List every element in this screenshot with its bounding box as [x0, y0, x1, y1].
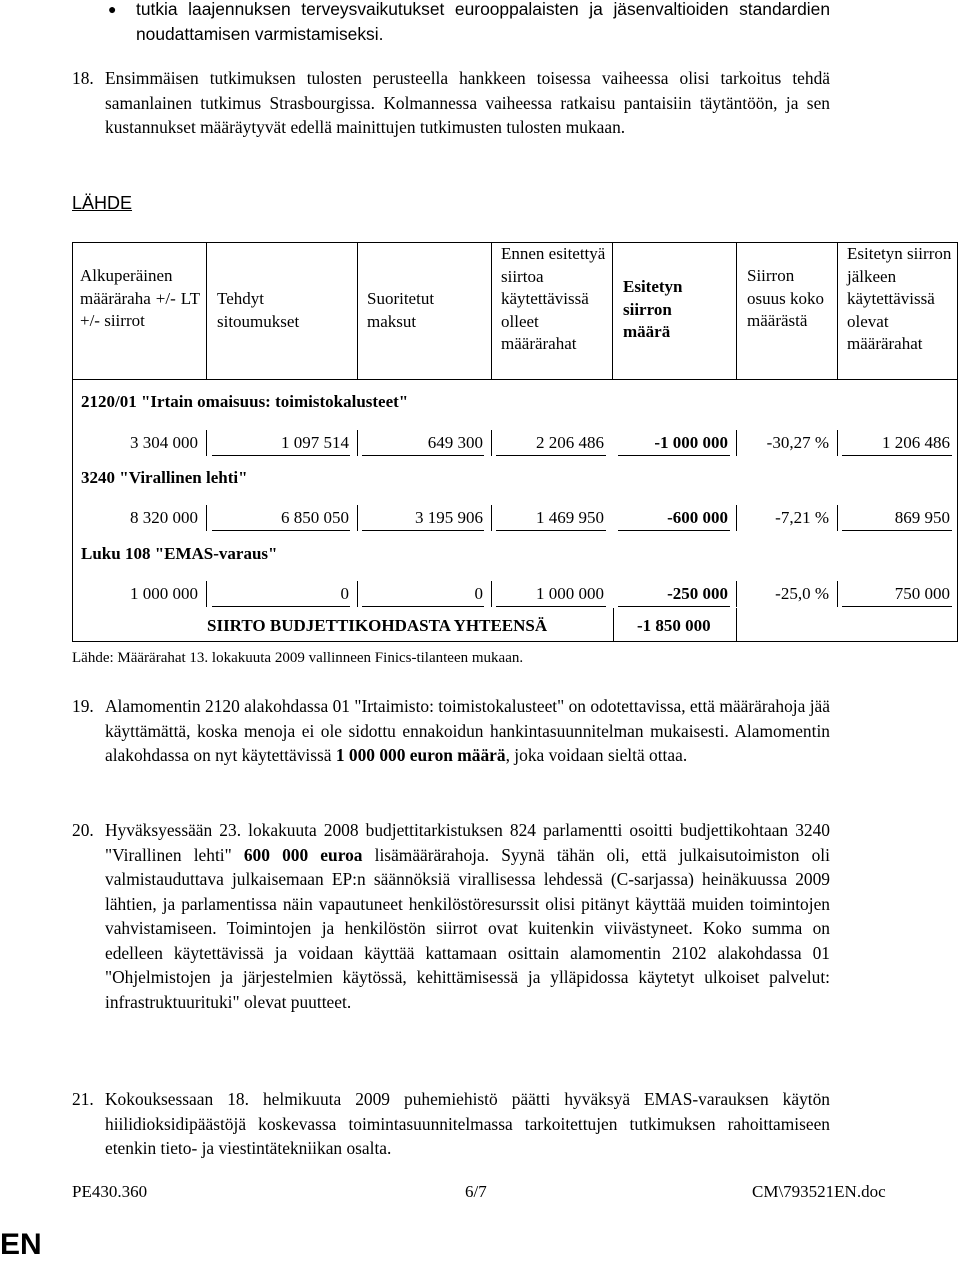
cell-s2-transfer: -600 000 — [667, 508, 728, 527]
section-title-2120: 2120/01 "Irtain omaisuus: toimistokalusteet" — [81, 392, 409, 411]
cell-s2-available-before: 1 469 950 — [536, 508, 604, 527]
cell-s1-available-after: 1 206 486 — [882, 433, 950, 452]
cell-s2-payments: 3 195 906 — [415, 508, 483, 527]
cell-s2-share: -7,21 % — [775, 508, 829, 527]
header-payments: Suoritetut maksut — [367, 289, 435, 331]
language-code: EN — [0, 1228, 42, 1261]
cell-s2-commitments: 6 850 050 — [281, 508, 349, 527]
transfer-table — [72, 242, 958, 642]
section-title-3240: 3240 "Virallinen lehti" — [81, 468, 248, 487]
table-source-note: Lähde: Määrärahat 13. lokakuuta 2009 vallinneen Finics-tilanteen mukaan. — [72, 650, 524, 666]
cell-s1-transfer: -1 000 000 — [654, 433, 728, 452]
paragraph-21-text: Kokouksessaan 18. helmikuuta 2009 puhemiehistö päätti hyväksyä EMAS-varauksen käytön hiilidioksidipäästöjä koskevassa toimintasuunnitelmassa tarkoitettujen tutkimuksen rahoittamiseen etenkin tieto- ja viestintätekniikan osalta. — [105, 1089, 830, 1158]
footer-filename: CM\793521EN.doc — [752, 1182, 886, 1201]
footer-doc-ref: PE430.360 — [72, 1182, 148, 1201]
paragraph-21-number: 21. — [72, 1089, 94, 1109]
cell-s3-original: 1 000 000 — [130, 584, 198, 603]
cell-s3-share: -25,0 % — [775, 584, 829, 603]
paragraph-19-bold: 1 000 000 euron määrä — [335, 745, 506, 765]
paragraph-19-text-b: , joka voidaan sieltä ottaa. — [505, 745, 688, 765]
paragraph-20-bold: 600 000 euroa — [243, 844, 363, 865]
cell-s1-share: -30,27 % — [766, 433, 829, 452]
header-transfer-amount: Esitetyn siirron määrä — [623, 277, 683, 341]
total-value: -1 850 000 — [637, 616, 711, 635]
header-original-appropriation: Alkuperäinen määräraha +/- LT +/- siirrot — [80, 266, 200, 330]
paragraph-19-text-a: Alamomentin 2120 alakohdassa 01 "Irtaimisto: toimistokalusteet" on odotettavissa, että määrärahoja jää käyttämättä, koska menoja ei ole sidottu ennakoidun hankintasuunnitelman mukaisesti. Alamomentin alakohdassa on nyt käytettävissä — [105, 696, 830, 765]
paragraph-19-text — [105, 694, 830, 768]
footer-page-number: 6/7 — [465, 1182, 487, 1201]
header-commitments: Tehdyt sitoumukset — [217, 289, 300, 331]
section-heading: LÄHDE — [72, 193, 133, 213]
section-title-emas: Luku 108 "EMAS-varaus" — [81, 544, 278, 563]
cell-s1-commitments: 1 097 514 — [281, 433, 349, 452]
paragraph-19-number: 19. — [72, 696, 94, 716]
header-available-before: Ennen esitettyä siirtoa käytettävissä olleet määrärahat — [501, 244, 606, 353]
paragraph-18-text-b: Kolmannessa vaiheessa ratkaisu pantaisiin täytäntöön, ja sen kustannukset määräytyvät edellä mainittujen tutkimusten tulosten mukaan. — [105, 92, 830, 137]
bullet-item-text: tutkia laajennuksen terveysvaikutukset eurooppalaisten ja jäsenvaltioiden standardien noudattamisen varmistamiseksi. — [136, 0, 830, 44]
cell-s3-payments: 0 — [474, 584, 483, 603]
cell-s3-transfer: -250 000 — [667, 584, 728, 603]
paragraph-18-text — [105, 66, 830, 140]
cell-s3-available-before: 1 000 000 — [536, 584, 604, 603]
cell-s2-available-after: 869 950 — [894, 508, 950, 527]
cell-s2-original: 8 320 000 — [130, 508, 198, 527]
paragraph-18-number: 18. — [72, 68, 94, 88]
paragraph-18-text-a: Ensimmäisen tutkimuksen tulosten perusteella hankkeen toisessa vaiheessa olisi tarkoitus tehdä samanlainen tutkimus Strasbourgissa. — [105, 68, 830, 113]
cell-s1-original: 3 304 000 — [130, 433, 198, 452]
paragraph-20-text-b: lisämäärärahoja. Syynä tähän oli, että julkaisutoimiston oli valmistauduttava julkaisemaan EP:n säännöksiä virallisessa lehdessä (C-sarjassa) heinäkuussa 2009 lähtien, ja parlamentissa näin vapautuneet henkilöstöresurssit olisi pitänyt käyttää muiden toimintojen vahvistamiseen. Toimintojen ja henkilöstön siirrot ovat kuitenkin viivästyneet. Koko summa on edelleen käytettävissä ja voidaan käyttää kattamaan osittain alamomentin 2102 alakohdassa 01 "Ohjelmistojen ja järjestelmien käytössä, kehittämisessä ja ylläpidossa käytetyt ulkoiset palvelut: infrastruktuurituki" olevat puutteet. — [105, 844, 830, 1012]
cell-s3-commitments: 0 — [340, 584, 349, 603]
paragraph-20-text-a: Hyväksyessään 23. lokakuuta 2008 budjettitarkistuksen 824 parlamentti osoitti budjettikohtaan 3240 "Virallinen lehti" — [105, 820, 830, 865]
bullet-dot: ● — [108, 3, 117, 18]
paragraph-20-number: 20. — [72, 820, 94, 840]
header-available-after: Esitetyn siirron jälkeen käytettävissä olevat määrärahat — [847, 244, 952, 353]
cell-s1-payments: 649 300 — [427, 433, 483, 452]
cell-s3-available-after: 750 000 — [894, 584, 950, 603]
paragraph-20-text — [105, 818, 830, 1014]
header-share: Siirron osuus koko määrästä — [747, 266, 824, 330]
cell-s1-available-before: 2 206 486 — [536, 433, 604, 452]
total-label: SIIRTO BUDJETTIKOHDASTA YHTEENSÄ — [207, 616, 548, 635]
